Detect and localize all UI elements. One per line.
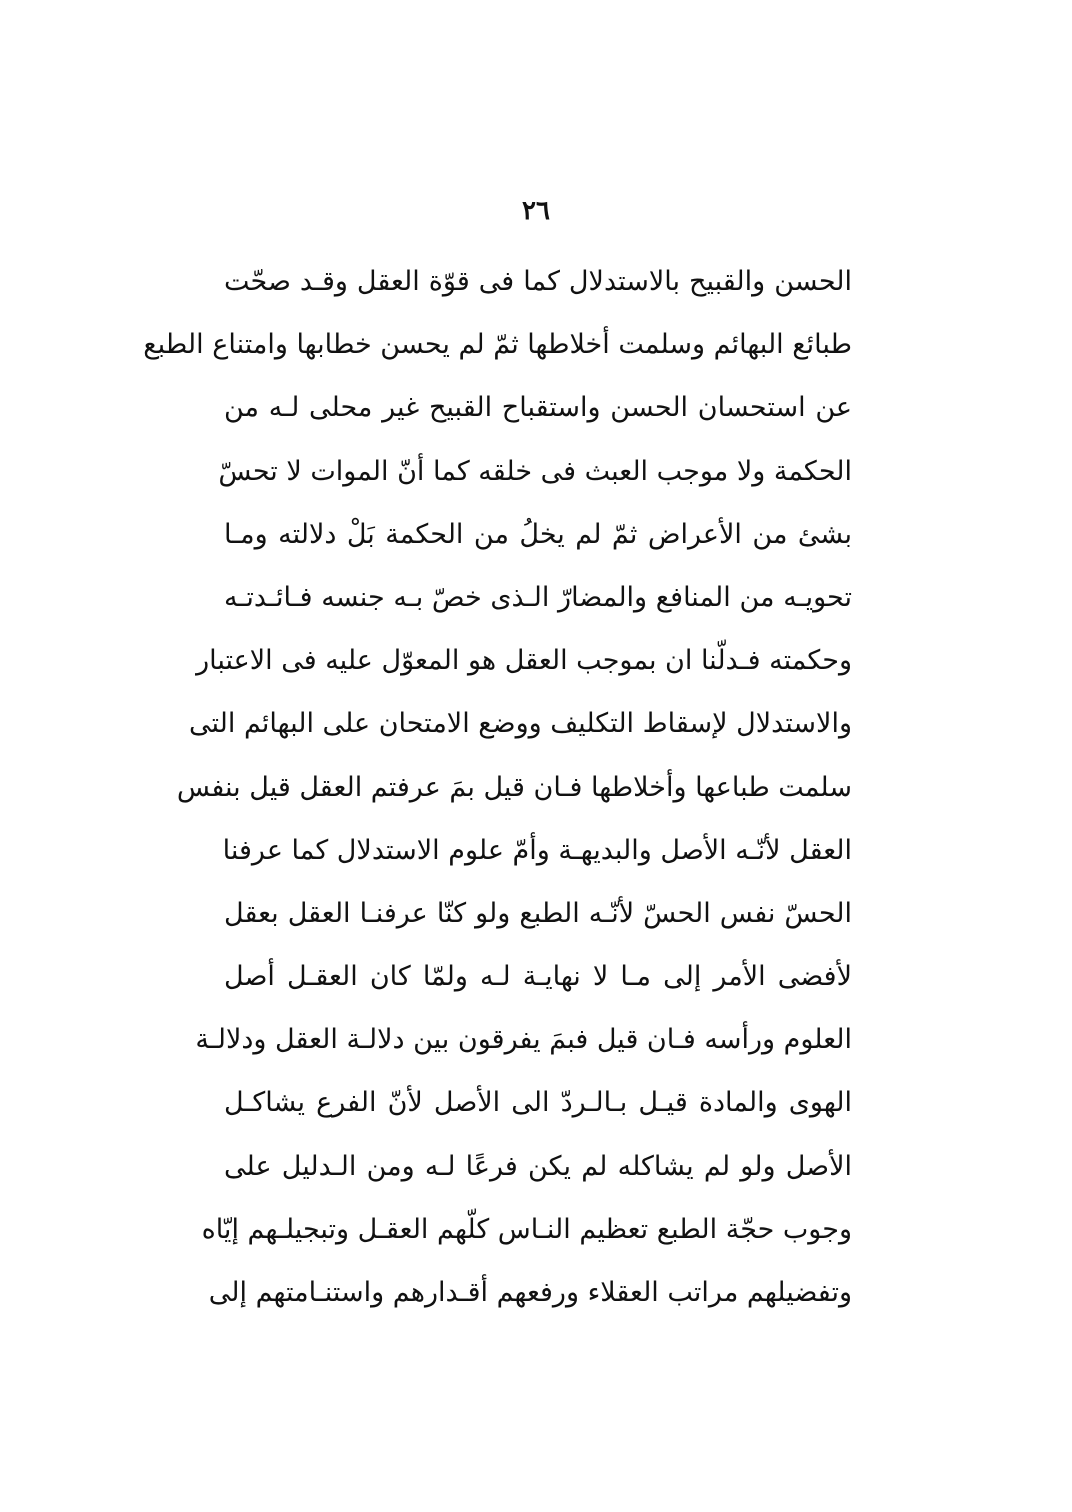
text-line: الحسّ نفس الحسّ لأنّـه الطبع ولو كنّا عرفنـا العقل بعقل — [224, 897, 852, 929]
body-text — [143, 250, 852, 1324]
text-line: وتفضيلهم مراتب العقلاء ورفعهم أقـدارهم واستنـامتهم إلى — [208, 1277, 852, 1308]
text-line: بشئ من الأعراض ثمّ لم يخلُ من الحكمة بَلْ دلالته ومـا — [224, 518, 852, 550]
text-line: الأصل ولو لم يشاكله لم يكن فرعًا لـه ومن الـدليل على — [224, 1150, 852, 1182]
text-line: وجوب حجّة الطبع تعظيم النـاس كلّهم العقـل وتبجيلـهم إيّاه — [201, 1213, 852, 1245]
text-line: الحكمة ولا موجب العبث فى خلقه كما أنّ الموات لا تحسّ — [218, 455, 852, 487]
text-line: وحكمته فـدلّنا ان بموجب العقل هو المعوّل عليه فى الاعتبار — [196, 645, 852, 677]
text-line: العلوم ورأسه فـان قيل فبمَ يفرقون بين دلالـة العقل ودلالـة — [195, 1024, 852, 1056]
text-line: تحويـه من المنافع والمضارّ الـذى خصّ بـه جنسه فـائـدتـه — [224, 581, 852, 613]
page-number: ٢٦ — [522, 196, 550, 226]
text-line: لأفضى الأمر إلى مـا لا نهايـة لـه ولمّا كان العقـل أصل — [224, 961, 852, 993]
text-line: الهوى والمادة قيـل بـالـردّ الى الأصل لأنّ الفرع يشاكـل — [224, 1087, 852, 1119]
text-line: سلمت طباعها وأخلاطها فـان قيل بمَ عرفتم العقل قيل بنفس — [176, 771, 852, 803]
text-line: عن استحسان الحسن واستقباح القبيح غير محلى لـه من — [224, 392, 852, 424]
text-line: والاستدلال لإسقاط التكليف ووضع الامتحان على البهائم التى — [188, 708, 852, 740]
text-line: الحسن والقبيح بالاستدلال كما فى قوّة العقل وقـد صحّت — [224, 266, 852, 297]
text-line: طبائع البهائم وسلمت أخلاطها ثمّ لم يحسن خطابها وامتناع الطبع — [143, 329, 852, 361]
text-line: العقل لأنّـه الأصل والبديهـة وأمّ علوم الاستدلال كما عرفنا — [222, 834, 852, 866]
